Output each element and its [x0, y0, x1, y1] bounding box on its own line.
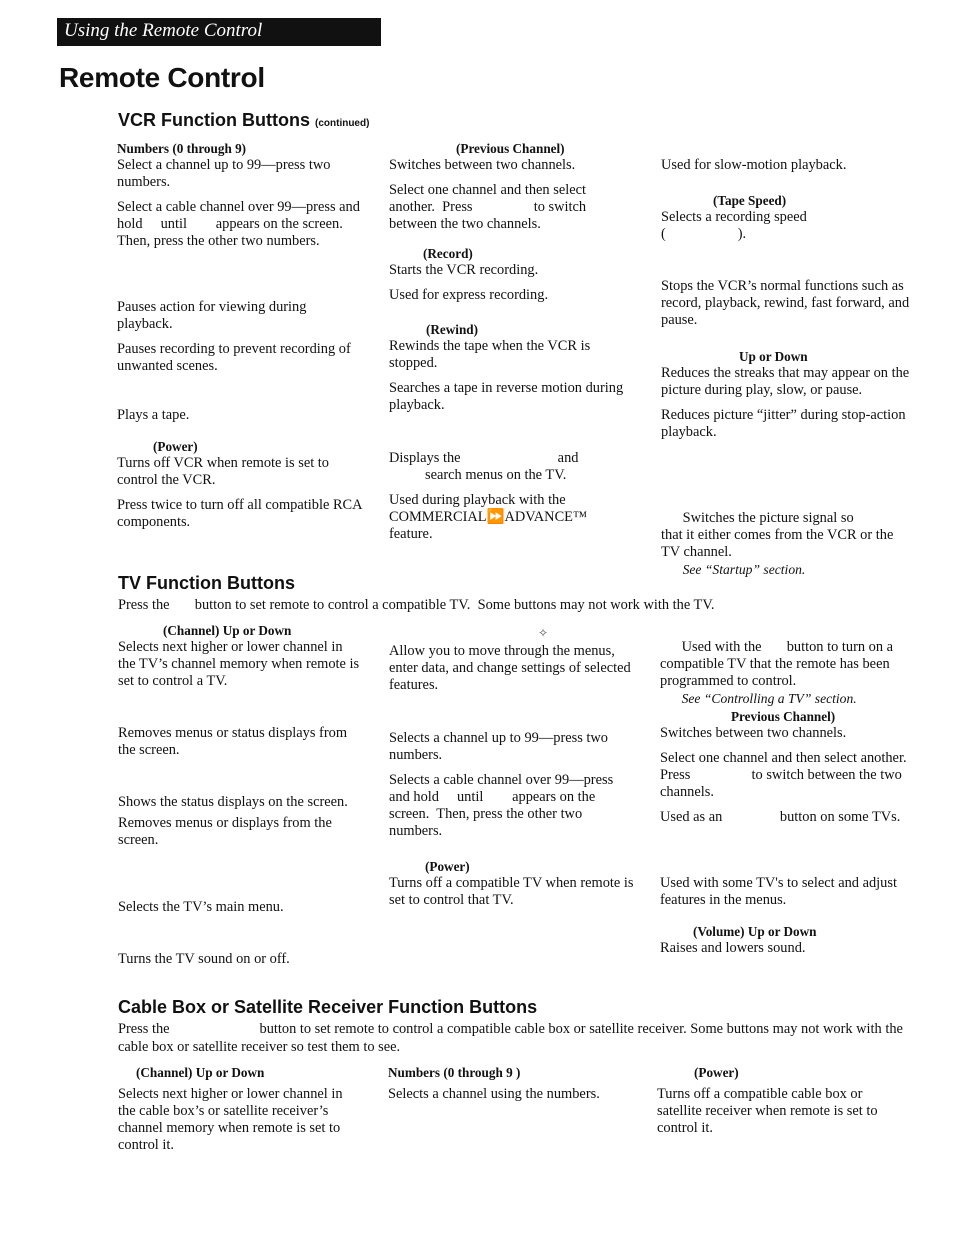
tv-numbers-desc-1: Selects a channel up to 99—press two numbers. [389, 730, 609, 763]
tv-select-desc: Used with some TV's to select and adjust features in the menus. [660, 875, 897, 908]
tv-channel-entry [118, 622, 363, 698]
tv-clear-entry [118, 725, 363, 767]
vcr-speed-label: (Tape Speed) [713, 193, 787, 208]
page-title: Remote Control [59, 62, 265, 93]
vcr-record-desc-1: Starts the VCR recording. [389, 262, 539, 278]
vcr-slow-entry [661, 157, 911, 182]
tv-menu-desc: Selects the TV’s main menu. [118, 899, 284, 915]
vcr-record-desc-2: Used for express recording. [389, 287, 549, 303]
tv-mute-entry [118, 951, 363, 976]
vcr-prevch-desc-2: Select one channel and then select another. Press to switch between the two channels. [389, 182, 590, 232]
vcr-pause-entry [117, 299, 362, 383]
vcr-tracking-entry [661, 348, 911, 449]
cable-channel-entry [118, 1064, 363, 1162]
vcr-speed-desc: Selects a recording speed ( ). [661, 209, 807, 242]
vcr-rewind-entry [389, 321, 634, 422]
tv-clear-desc: Removes menus or status displays from the screen. [118, 725, 348, 758]
vcr-search-entry [389, 450, 634, 551]
tv-display-desc-1: Shows the status displays on the screen. [118, 794, 348, 810]
tv-volume-entry [660, 923, 910, 965]
vcr-numbers-entry [117, 140, 362, 258]
vcr-speed-entry [661, 192, 911, 251]
cable-channel-desc: Selects next higher or lower channel in the cable box’s or satellite receiver’s channel memory when remote is set to control it. [118, 1086, 343, 1153]
tv-prevch-label: Previous Channel) [731, 709, 836, 724]
cable-section-heading: Cable Box or Satellite Receiver Function Buttons [118, 997, 538, 1017]
vcr-tvvcr-desc: Switches the picture signal so that it either comes from the VCR or the TV channel. [661, 510, 894, 560]
vcr-heading-text: VCR Function Buttons [118, 110, 310, 130]
tv-intro: Press the button to set remote to control a compatible TV. Some buttons may not work with the TV. [118, 597, 715, 613]
tv-power-desc: Turns off a compatible TV when remote is set to control that TV. [389, 875, 634, 908]
vcr-slow-desc: Used for slow-motion playback. [661, 157, 847, 173]
vcr-search-desc-1: Displays the and search menus on the TV. [389, 450, 579, 483]
tv-prevch-desc-1: Switches between two channels. [660, 725, 847, 741]
tv-numbers-desc-2: Selects a cable channel over 99—press and hold until appears on the screen. Then, press the other two numbers. [389, 772, 617, 839]
vcr-numbers-label: Numbers (0 through 9) [117, 141, 247, 156]
section-header-title: Using the Remote Control [64, 20, 263, 41]
vcr-tvvcr-entry [661, 493, 911, 604]
vcr-numbers-desc-2: Select a cable channel over 99—press and hold until appears on the screen. Then, press the other two numbers. [117, 199, 364, 249]
cable-channel-label: (Channel) Up or Down [136, 1065, 265, 1080]
cable-power-desc: Turns off a compatible cable box or satellite receiver when remote is set to control it. [657, 1086, 878, 1136]
cable-numbers-entry [388, 1064, 633, 1111]
tv-power-entry [389, 858, 634, 917]
tv-volume-desc: Raises and lowers sound. [660, 940, 806, 956]
vcr-numbers-desc-1: Select a channel up to 99—press two numbers. [117, 157, 331, 190]
vcr-tracking-desc-2: Reduces picture “jitter” during stop-action playback. [661, 407, 906, 440]
vcr-prevch-desc-1: Switches between two channels. [389, 157, 576, 173]
tv-display-entry [118, 794, 363, 857]
vcr-search-desc-2: Used during playback with the COMMERCIAL⏩ADVANCE™ feature. [389, 492, 588, 542]
tv-prevch-entry [660, 708, 914, 834]
tv-arrows-entry [389, 643, 634, 702]
vcr-section-heading [118, 110, 369, 131]
vcr-play-entry [117, 407, 362, 432]
vcr-pause-desc-2: Pauses recording to prevent recording of unwanted scenes. [117, 341, 351, 374]
tv-menu-entry [118, 899, 363, 924]
tv-select-entry [660, 875, 910, 917]
vcr-record-label: (Record) [423, 246, 473, 261]
cable-numbers-label: Numbers (0 through 9 ) [388, 1065, 521, 1080]
vcr-stop-desc: Stops the VCR’s normal functions such as record, playback, rewind, fast forward, and pause. [661, 278, 910, 328]
vcr-power-entry [117, 438, 362, 539]
vcr-record-entry [389, 245, 634, 312]
vcr-power-desc-1: Turns off VCR when remote is set to control the VCR. [117, 455, 330, 488]
tv-mute-desc: Turns the TV sound on or off. [118, 951, 290, 967]
cable-intro: Press the button to set remote to control a compatible cable box or satellite receiver. Some buttons may not work with the cable box or satellite receiver so test them to see. [118, 1021, 907, 1055]
vcr-rewind-label: (Rewind) [426, 322, 479, 337]
tv-volume-label: (Volume) Up or Down [693, 924, 817, 939]
vcr-pause-desc-1: Pauses action for viewing during playback. [117, 299, 307, 332]
tv-on-desc: Used with the button to turn on a compatible TV that the remote has been programmed to control. [660, 639, 897, 689]
tv-channel-desc: Selects next higher or lower channel in the TV’s channel memory when remote is set to control a TV. [118, 639, 360, 689]
section-header-bar [57, 18, 381, 46]
tv-display-desc-2: Removes menus or displays from the screen. [118, 815, 332, 848]
vcr-power-label: (Power) [153, 439, 198, 454]
tv-channel-label: (Channel) Up or Down [163, 623, 292, 638]
dpad-arrows-icon: ✧ [538, 626, 549, 640]
vcr-play-desc: Plays a tape. [117, 407, 190, 423]
cable-power-entry [657, 1064, 907, 1145]
cable-numbers-desc: Selects a channel using the numbers. [388, 1086, 600, 1102]
vcr-rewind-desc-2: Searches a tape in reverse motion during playback. [389, 380, 624, 413]
tv-arrows-desc: Allow you to move through the menus, enter data, and change settings of selected features. [389, 643, 631, 693]
vcr-tracking-desc-1: Reduces the streaks that may appear on the picture during play, slow, or pause. [661, 365, 910, 398]
vcr-prevch-label: (Previous Channel) [456, 141, 565, 156]
tv-prevch-desc-3: Used as an button on some TVs. [660, 809, 901, 825]
vcr-heading-note: (continued) [315, 118, 370, 129]
vcr-prevch-entry [389, 140, 634, 241]
cable-power-label: (Power) [694, 1065, 739, 1080]
vcr-tracking-label: Up or Down [739, 349, 808, 364]
tv-section-heading: TV Function Buttons [118, 573, 295, 593]
tv-numbers-entry [389, 730, 634, 848]
vcr-tvvcr-ref: See “Startup” section. [682, 562, 806, 577]
vcr-rewind-desc-1: Rewinds the tape when the VCR is stopped. [389, 338, 591, 371]
vcr-power-desc-2: Press twice to turn off all compatible RCA components. [117, 497, 362, 530]
tv-on-ref: See “Controlling a TV” section. [681, 691, 857, 706]
vcr-stop-entry [661, 278, 911, 337]
tv-power-label: (Power) [425, 859, 470, 874]
tv-prevch-desc-2: Select one channel and then select another. Press to switch between the two channels. [660, 750, 914, 800]
